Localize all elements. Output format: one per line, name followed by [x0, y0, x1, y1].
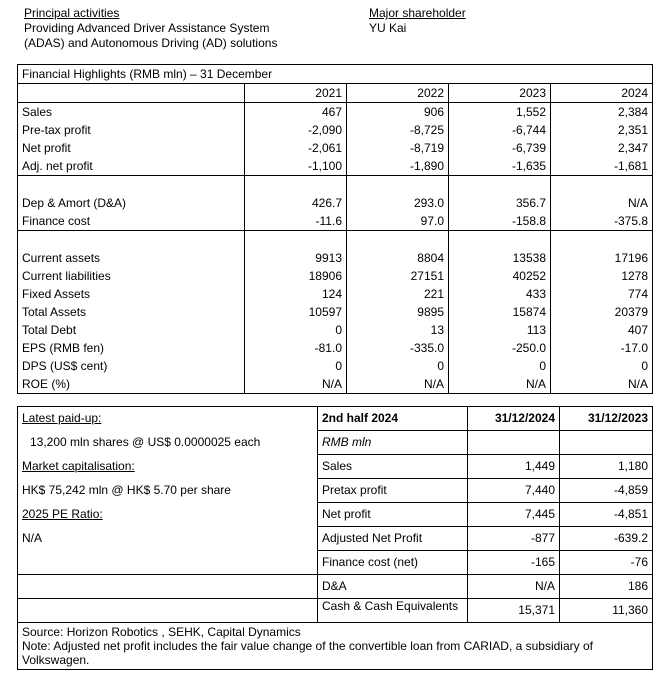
financial-value: 467 [245, 103, 347, 122]
financial-value: -1,681 [551, 157, 653, 176]
results-value-2023: -639.2 [560, 527, 653, 551]
results-period-header: 2nd half 2024 [318, 407, 468, 431]
spacer-cell [18, 231, 245, 250]
financial-value: 97.0 [347, 212, 449, 231]
financial-value: -375.8 [551, 212, 653, 231]
financial-row [18, 267, 653, 285]
financial-value: 40252 [449, 267, 551, 285]
financial-value: 0 [347, 357, 449, 375]
financial-value: 9895 [347, 303, 449, 321]
financial-value: 2,351 [551, 121, 653, 139]
financial-value: 8804 [347, 249, 449, 267]
financial-row-label: Net profit [22, 141, 71, 155]
spacer-row [18, 176, 653, 195]
financial-value: 13538 [449, 249, 551, 267]
results-row-label: Net profit [318, 503, 468, 527]
share-info-cell: N/A [22, 530, 43, 545]
lower-row [18, 599, 653, 623]
financial-row [18, 321, 653, 339]
spacer-row [18, 231, 653, 250]
financial-row [18, 357, 653, 375]
financial-row-label: Current liabilities [22, 269, 111, 283]
principal-activities-title: Principal activities [24, 6, 120, 20]
spacer-cell [18, 176, 245, 195]
financial-value: 356.7 [449, 194, 551, 212]
financial-row-label: EPS (RMB fen) [22, 341, 105, 355]
financial-value: 774 [551, 285, 653, 303]
financial-row-label: Pre-tax profit [22, 123, 91, 137]
lower-row [18, 431, 653, 455]
results-col-header-2023: 31/12/2023 [560, 407, 653, 431]
source-note-cell [18, 623, 653, 670]
financial-value: 293.0 [347, 194, 449, 212]
financial-value: N/A [551, 194, 653, 212]
financial-value: -81.0 [245, 339, 347, 357]
financial-row [18, 139, 653, 157]
financial-value: 15874 [449, 303, 551, 321]
source-row [18, 623, 653, 670]
financial-value: 20379 [551, 303, 653, 321]
financial-row-label: Total Debt [22, 323, 77, 337]
share-info-cell: Latest paid-up: [22, 411, 102, 425]
financial-value: 433 [449, 285, 551, 303]
results-row-label: Finance cost (net) [318, 551, 468, 575]
results-col-header-2024: 31/12/2024 [468, 407, 560, 431]
financial-value: 2,347 [551, 139, 653, 157]
results-row-label: Pretax profit [318, 479, 468, 503]
financial-value: 17196 [551, 249, 653, 267]
results-value-2023: -4,859 [560, 479, 653, 503]
financial-value: -2,090 [245, 121, 347, 139]
results-value-2023: 11,360 [560, 599, 653, 623]
year-header-row [18, 84, 653, 103]
financial-value: -1,635 [449, 157, 551, 176]
financial-highlights-table [17, 64, 653, 394]
financial-value: 0 [245, 357, 347, 375]
financial-value: 1,552 [449, 103, 551, 122]
results-row-label: Cash & Cash Equivalents [318, 599, 468, 623]
results-unit: RMB mln [318, 431, 468, 455]
major-shareholder-name: YU Kai [369, 21, 407, 35]
spacer-cell [449, 231, 551, 250]
financial-value: 0 [245, 321, 347, 339]
results-value-2024: -877 [468, 527, 560, 551]
spacer-cell [551, 176, 653, 195]
financial-value: 124 [245, 285, 347, 303]
year-header-2021: 2021 [245, 84, 347, 103]
lower-row [18, 527, 653, 551]
financial-row [18, 212, 653, 231]
financial-value: N/A [347, 375, 449, 394]
financial-row [18, 285, 653, 303]
source-text: Source: Horizon Robotics , SEHK, Capital Dynamics [22, 625, 301, 639]
results-value-2024: 15,371 [468, 599, 560, 623]
results-value-2024: -165 [468, 551, 560, 575]
year-header-2022: 2022 [347, 84, 449, 103]
spacer-cell [449, 176, 551, 195]
results-value-2023: 186 [560, 575, 653, 599]
results-value-2023: -4,851 [560, 503, 653, 527]
financial-row [18, 249, 653, 267]
year-header-blank [18, 84, 245, 103]
financial-value: 27151 [347, 267, 449, 285]
financial-value: 113 [449, 321, 551, 339]
financial-value: -158.8 [449, 212, 551, 231]
financial-value: 1278 [551, 267, 653, 285]
spacer-cell [347, 231, 449, 250]
share-info-cell [18, 551, 318, 575]
financial-row-label: Dep & Amort (D&A) [22, 196, 127, 210]
year-header-2023: 2023 [449, 84, 551, 103]
financial-value: N/A [245, 375, 347, 394]
financial-row [18, 339, 653, 357]
financial-row-label: Total Assets [22, 305, 87, 319]
share-info-cell: HK$ 75,242 mln @ HK$ 5.70 per share [22, 482, 231, 497]
financial-value: -6,739 [449, 139, 551, 157]
share-info-cell: 2025 PE Ratio: [22, 506, 103, 521]
financial-value: -1,890 [347, 157, 449, 176]
share-info-cell [18, 575, 318, 599]
financial-value: 426.7 [245, 194, 347, 212]
financial-row-label: Finance cost [18, 212, 245, 231]
major-shareholder-block [369, 6, 466, 36]
financial-row [18, 303, 653, 321]
financial-value: 2,384 [551, 103, 653, 122]
financial-highlights-title: Financial Highlights (RMB mln) – 31 December [18, 65, 653, 84]
financial-row [18, 194, 653, 212]
financial-row-label: ROE (%) [22, 377, 70, 391]
year-header-2024: 2024 [551, 84, 653, 103]
major-shareholder-title: Major shareholder [369, 6, 466, 20]
financial-value: 0 [551, 357, 653, 375]
empty-cell [468, 431, 560, 455]
spacer-cell [245, 176, 347, 195]
financial-value: 0 [449, 357, 551, 375]
spacer-cell [245, 231, 347, 250]
share-info-cell [18, 599, 318, 623]
financial-value: 9913 [245, 249, 347, 267]
financial-value: -335.0 [347, 339, 449, 357]
results-row-label: D&A [318, 575, 468, 599]
financial-value: 18906 [245, 267, 347, 285]
financial-value: -8,725 [347, 121, 449, 139]
results-row-label: Sales [318, 455, 468, 479]
financial-row-label: Current assets [22, 251, 101, 265]
financial-row-label: Fixed Assets [22, 287, 91, 301]
lower-row [18, 479, 653, 503]
financial-value: N/A [449, 375, 551, 394]
financial-value: -6,744 [449, 121, 551, 139]
results-value-2023: 1,180 [560, 455, 653, 479]
share-info-cell: 13,200 mln shares @ US$ 0.0000025 each [30, 434, 261, 449]
share-and-results-table [17, 406, 653, 670]
financial-row [18, 157, 653, 176]
financial-value: N/A [551, 375, 653, 394]
results-row-label: Adjusted Net Profit [318, 527, 468, 551]
financial-value: 10597 [245, 303, 347, 321]
principal-activities-line2: (ADAS) and Autonomous Driving (AD) solutions [24, 36, 278, 50]
lower-row [18, 455, 653, 479]
share-info-cell: Market capitalisation: [22, 458, 135, 473]
financial-value: -1,100 [245, 157, 347, 176]
financial-value: 906 [347, 103, 449, 122]
results-value-2024: N/A [468, 575, 560, 599]
financial-row [18, 375, 653, 394]
spacer-cell [347, 176, 449, 195]
financial-value: -2,061 [245, 139, 347, 157]
lower-row [18, 503, 653, 527]
financial-value: -8,719 [347, 139, 449, 157]
results-value-2023: -76 [560, 551, 653, 575]
principal-activities-block [24, 6, 277, 51]
results-value-2024: 1,449 [468, 455, 560, 479]
financial-row-label: Sales [22, 105, 53, 119]
empty-cell [560, 431, 653, 455]
financial-row [18, 103, 653, 122]
principal-activities-line1: Providing Advanced Driver Assistance System [24, 21, 270, 35]
lower-row [18, 575, 653, 599]
financial-value: -250.0 [449, 339, 551, 357]
results-value-2024: 7,440 [468, 479, 560, 503]
note-text: Note: Adjusted net profit includes the fair value change of the convertible loan from CARIAD, a subsidiary of Volkswagen. [22, 639, 593, 667]
financial-value: -17.0 [551, 339, 653, 357]
financial-row [18, 121, 653, 139]
financial-value: 407 [551, 321, 653, 339]
lower-row [18, 551, 653, 575]
lower-row [18, 407, 653, 431]
financial-row-label: DPS (US$ cent) [22, 359, 108, 373]
financial-value: 13 [347, 321, 449, 339]
financial-value: 221 [347, 285, 449, 303]
financial-value: -11.6 [245, 212, 347, 231]
financial-row-label: Adj. net profit [18, 157, 245, 176]
results-value-2024: 7,445 [468, 503, 560, 527]
spacer-cell [551, 231, 653, 250]
